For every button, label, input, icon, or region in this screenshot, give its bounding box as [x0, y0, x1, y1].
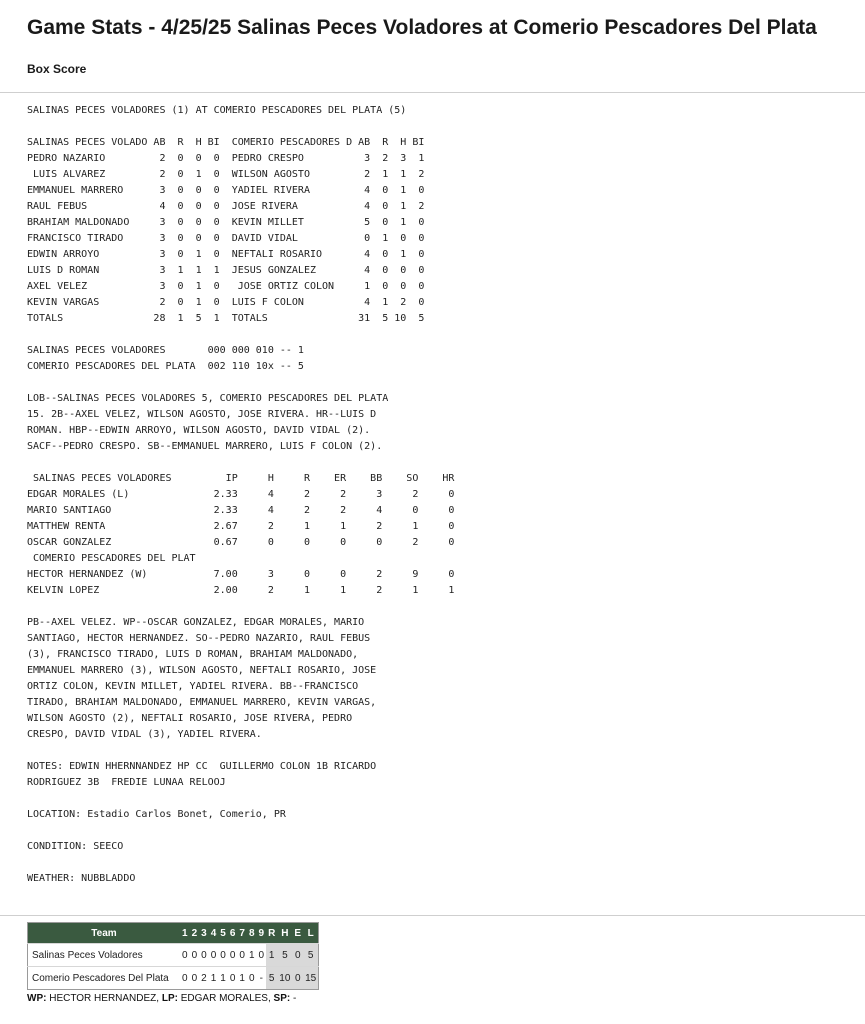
inning-score: 0: [257, 944, 267, 967]
inning-score: -: [257, 967, 267, 990]
inning-score: 0: [180, 944, 190, 967]
team-name: Comerio Pescadores Del Plata: [28, 967, 181, 990]
errors-total: 0: [292, 944, 303, 967]
sp-label: SP:: [273, 993, 291, 1004]
hits-total: 5: [277, 944, 292, 967]
lob-total: 5: [303, 944, 319, 967]
inning-score: 1: [218, 967, 228, 990]
inning-score: 1: [237, 967, 247, 990]
page-title: Game Stats - 4/25/25 Salinas Peces Voladores at Comerio Pescadores Del Plata: [27, 16, 817, 39]
inning-score: 0: [199, 944, 209, 967]
table-row: [28, 967, 319, 990]
inning-score: 0: [237, 944, 247, 967]
header-team: Team: [28, 923, 181, 944]
pitching-decisions: [27, 993, 296, 1004]
line-score-table: [27, 922, 319, 990]
divider-bottom: [0, 915, 865, 916]
runs-total: 1: [266, 944, 277, 967]
inning-score: 0: [218, 944, 228, 967]
lob-total: 15: [303, 967, 319, 990]
runs-total: 5: [266, 967, 277, 990]
header-inning-2: 2: [190, 923, 200, 944]
header-inning-1: 1: [180, 923, 190, 944]
inning-score: 0: [209, 944, 219, 967]
header-inning-8: 8: [247, 923, 257, 944]
table-row: [28, 944, 319, 967]
hits-total: 10: [277, 967, 292, 990]
losing-pitcher: EDGAR MORALES,: [180, 993, 271, 1004]
divider-top: [0, 92, 865, 93]
saving-pitcher: -: [293, 993, 297, 1004]
header-runs: R: [266, 923, 277, 944]
header-hits: H: [277, 923, 292, 944]
errors-total: 0: [292, 967, 303, 990]
wp-label: WP:: [27, 993, 47, 1004]
header-inning-9: 9: [257, 923, 267, 944]
header-inning-5: 5: [218, 923, 228, 944]
inning-score: 0: [228, 944, 238, 967]
header-inning-6: 6: [228, 923, 238, 944]
header-errors: E: [292, 923, 303, 944]
inning-score: 0: [247, 967, 257, 990]
inning-score: 0: [190, 944, 200, 967]
lp-label: LP:: [161, 993, 178, 1004]
inning-score: 2: [199, 967, 209, 990]
inning-score: 0: [190, 967, 200, 990]
inning-score: 1: [247, 944, 257, 967]
header-inning-7: 7: [237, 923, 247, 944]
winning-pitcher: HECTOR HERNANDEZ,: [49, 993, 160, 1004]
header-lob: L: [303, 923, 319, 944]
box-score-text: SALINAS PECES VOLADORES (1) AT COMERIO PESCADORES DEL PLATA (5) SALINAS PECES VOLADO AB R H BI COMERIO PESCADORES D AB R H BI PEDRO NAZARIO 2 0 0 0 PEDRO CRESPO 3 2 3 1 LUIS ALVAREZ 2 0 1 0 WILSON AGOSTO 2 1 1 2 EMMANUEL MARRERO 3 0 0 0 YADIEL RIVERA 4 0 1 0 RAUL FEBUS 4 0 0 0 JOSE RIVERA 4 0 1 2 BRAHIAM MALDONADO 3 0 0 0 KEVIN MILLET 5 0 1 0 FRANCISCO TIRADO 3 0 0 0 DAVID VIDAL 0 1 0 0 EDWIN ARROYO 3 0 1 0 NEFTALI ROSARIO 4 0 1 0 LUIS D ROMAN 3 1 1 1 JESUS GONZALEZ 4 0 0 0 AXEL VELEZ 3 0 1 0 JOSE ORTIZ COLON 1 0 0 0 KEVIN VARGAS 2 0 1 0 LUIS F COLON 4 1 2 0 TOTALS 28 1 5 1 TOTALS 31 5 10 5 SALINAS PECES VOLADORES 000 000 010 -- 1 COMERIO PESCADORES DEL PLATA 002 110 10x -- 5 LOB--SALINAS PECES VOLADORES 5, COMERIO PESCADORES DEL PLATA 15. 2B--AXEL VELEZ, WILSON AGOSTO, JOSE RIVERA. HR--LUIS D ROMAN. HBP--EDWIN ARROYO, WILSON AGOSTO, DAVID VIDAL (2). SACF--PEDRO CRESPO. SB--EMMANUEL MARRERO, LUIS F COLON (2). SALINAS PECES VOLADORES IP H R ER BB SO HR EDGAR MORALES (L) 2.33 4 2 2 3 2 0 MARIO SANTIAGO 2.33 4 2 2 4 0 0 MATTHEW RENTA 2.67 2 1 1 2 1 0 OSCAR GONZALEZ 0.67 0 0 0 0 2 0 COMERIO PESCADORES DEL PLAT HECTOR HERNANDEZ (W) 7.00 3 0 0 2 9 0 KELVIN LOPEZ 2.00 2 1 1 2 1 1 PB--AXEL VELEZ. WP--OSCAR GONZALEZ, EDGAR MORALES, MARIO SANTIAGO, HECTOR HERNANDEZ. SO--PEDRO NAZARIO, RAUL FEBUS (3), FRANCISCO TIRADO, LUIS D ROMAN, BRAHIAM MALDONADO, EMMANUEL MARRERO (3), WILSON AGOSTO, NEFTALI ROSARIO, JOSE ORTIZ COLON, KEVIN MILLET, YADIEL RIVERA. BB--FRANCISCO TIRADO, BRAHIAM MALDONADO, EMMANUEL MARRERO, KEVIN VARGAS, WILSON AGOSTO (2), NEFTALI ROSARIO, JOSE RIVERA, PEDRO CRESPO, DAVID VIDAL (3), YADIEL RIVERA. NOTES: EDWIN HHERNNANDEZ HP CC GUILLERMO COLON 1B RICARDO RODRIGUEZ 3B FREDIE LUNAA RELOOJ LOCATION: Estadio Carlos Bonet, Comerio, PR CONDITION: SEECO WEATHER: NUBBLADDO: [27, 105, 455, 884]
inning-score: 1: [209, 967, 219, 990]
section-title-box-score: Box Score: [27, 62, 87, 76]
inning-score: 0: [228, 967, 238, 990]
inning-score: 0: [180, 967, 190, 990]
header-inning-3: 3: [199, 923, 209, 944]
header-inning-4: 4: [209, 923, 219, 944]
team-name: Salinas Peces Voladores: [28, 944, 181, 967]
line-score-header-row: [28, 923, 319, 944]
